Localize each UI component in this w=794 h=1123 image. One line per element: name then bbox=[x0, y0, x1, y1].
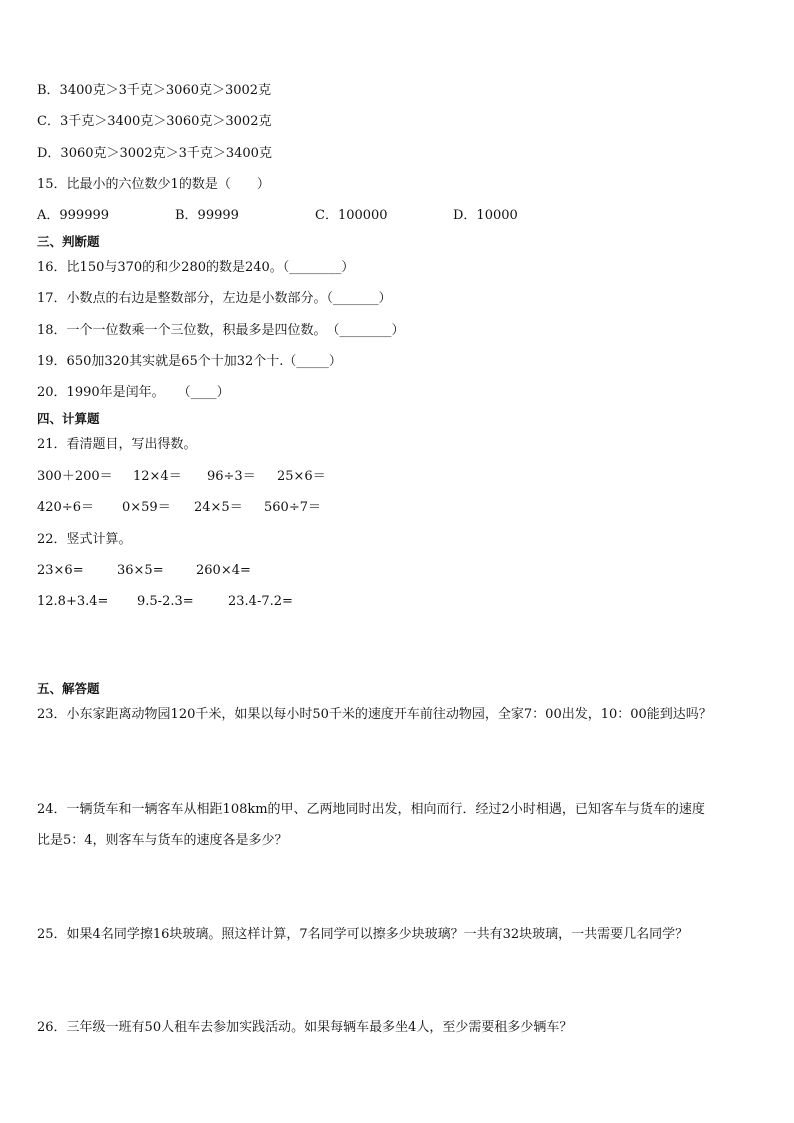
calc-item: 260×4= bbox=[196, 563, 251, 578]
calc-item: 23×6= bbox=[37, 563, 84, 578]
section-heading-judgement: 三、判断题 bbox=[37, 234, 100, 249]
calc-item: 25×6＝ bbox=[277, 469, 326, 484]
question-18: 18．一个一位数乘一个三位数，积最多是四位数。 （________） bbox=[37, 323, 405, 338]
calc-item: 12.8+3.4= bbox=[37, 594, 109, 609]
option-d: D．10000 bbox=[453, 208, 518, 223]
question-24-line-1: 24．一辆货车和一辆客车从相距108km的甲、乙两地同时出发，相向而行．经过2小时相遇，已知客车与货车的速度 bbox=[37, 802, 705, 817]
calc-item: 9.5-2.3= bbox=[137, 594, 194, 609]
question-26: 26．三年级一班有50人租车去参加实践活动。如果每辆车最多坐4人，至少需要租多少辆车？ bbox=[37, 1020, 573, 1035]
question-stem: 22．竖式计算。 bbox=[37, 532, 132, 547]
calc-item: 23.4-7.2= bbox=[228, 594, 293, 609]
option-b: B．3400克＞3千克＞3060克＞3002克 bbox=[37, 83, 272, 98]
question-16: 16．比150与370的和少280的数是240。（________） bbox=[37, 260, 355, 275]
calc-item: 0×59＝ bbox=[122, 500, 171, 515]
question-23: 23．小东家距离动物园120千米，如果以每小时50千米的速度开车前往动物园，全家7：00出发，10：00能到达吗？ bbox=[37, 707, 712, 722]
question-20: 20．1990年是闰年。 （____） bbox=[37, 385, 230, 400]
question-stem: 15．比最小的六位数少1的数是（ ） bbox=[37, 177, 270, 192]
question-19: 19．650加320其实就是65个十加32个十.（_____） bbox=[37, 354, 342, 369]
calc-item: 96÷3＝ bbox=[207, 469, 256, 484]
calc-item: 560÷7＝ bbox=[264, 500, 321, 515]
calc-item: 300＋200＝ bbox=[37, 469, 113, 484]
calc-item: 12×4＝ bbox=[133, 469, 182, 484]
question-25: 25．如果4名同学擦16块玻璃。照这样计算，7名同学可以擦多少块玻璃？一共有32块玻璃，一共需要几名同学？ bbox=[37, 927, 689, 942]
section-heading-word-problems: 五、解答题 bbox=[37, 681, 100, 696]
section-heading-calculation: 四、计算题 bbox=[37, 411, 100, 426]
calc-item: 420÷6＝ bbox=[37, 500, 94, 515]
option-b: B．99999 bbox=[175, 208, 239, 223]
question-stem: 21．看清题目，写出得数。 bbox=[37, 437, 197, 452]
calc-item: 36×5= bbox=[117, 563, 164, 578]
option-d: D．3060克＞3002克＞3千克＞3400克 bbox=[37, 146, 272, 161]
option-a: A．999999 bbox=[37, 208, 110, 223]
question-24-line-2: 比是5：4，则客车与货车的速度各是多少？ bbox=[37, 833, 288, 848]
calc-item: 24×5＝ bbox=[194, 500, 243, 515]
option-c: C．100000 bbox=[315, 208, 388, 223]
question-17: 17．小数点的右边是整数部分，左边是小数部分。（_______） bbox=[37, 291, 392, 306]
option-c: C．3千克＞3400克＞3060克＞3002克 bbox=[37, 114, 272, 129]
